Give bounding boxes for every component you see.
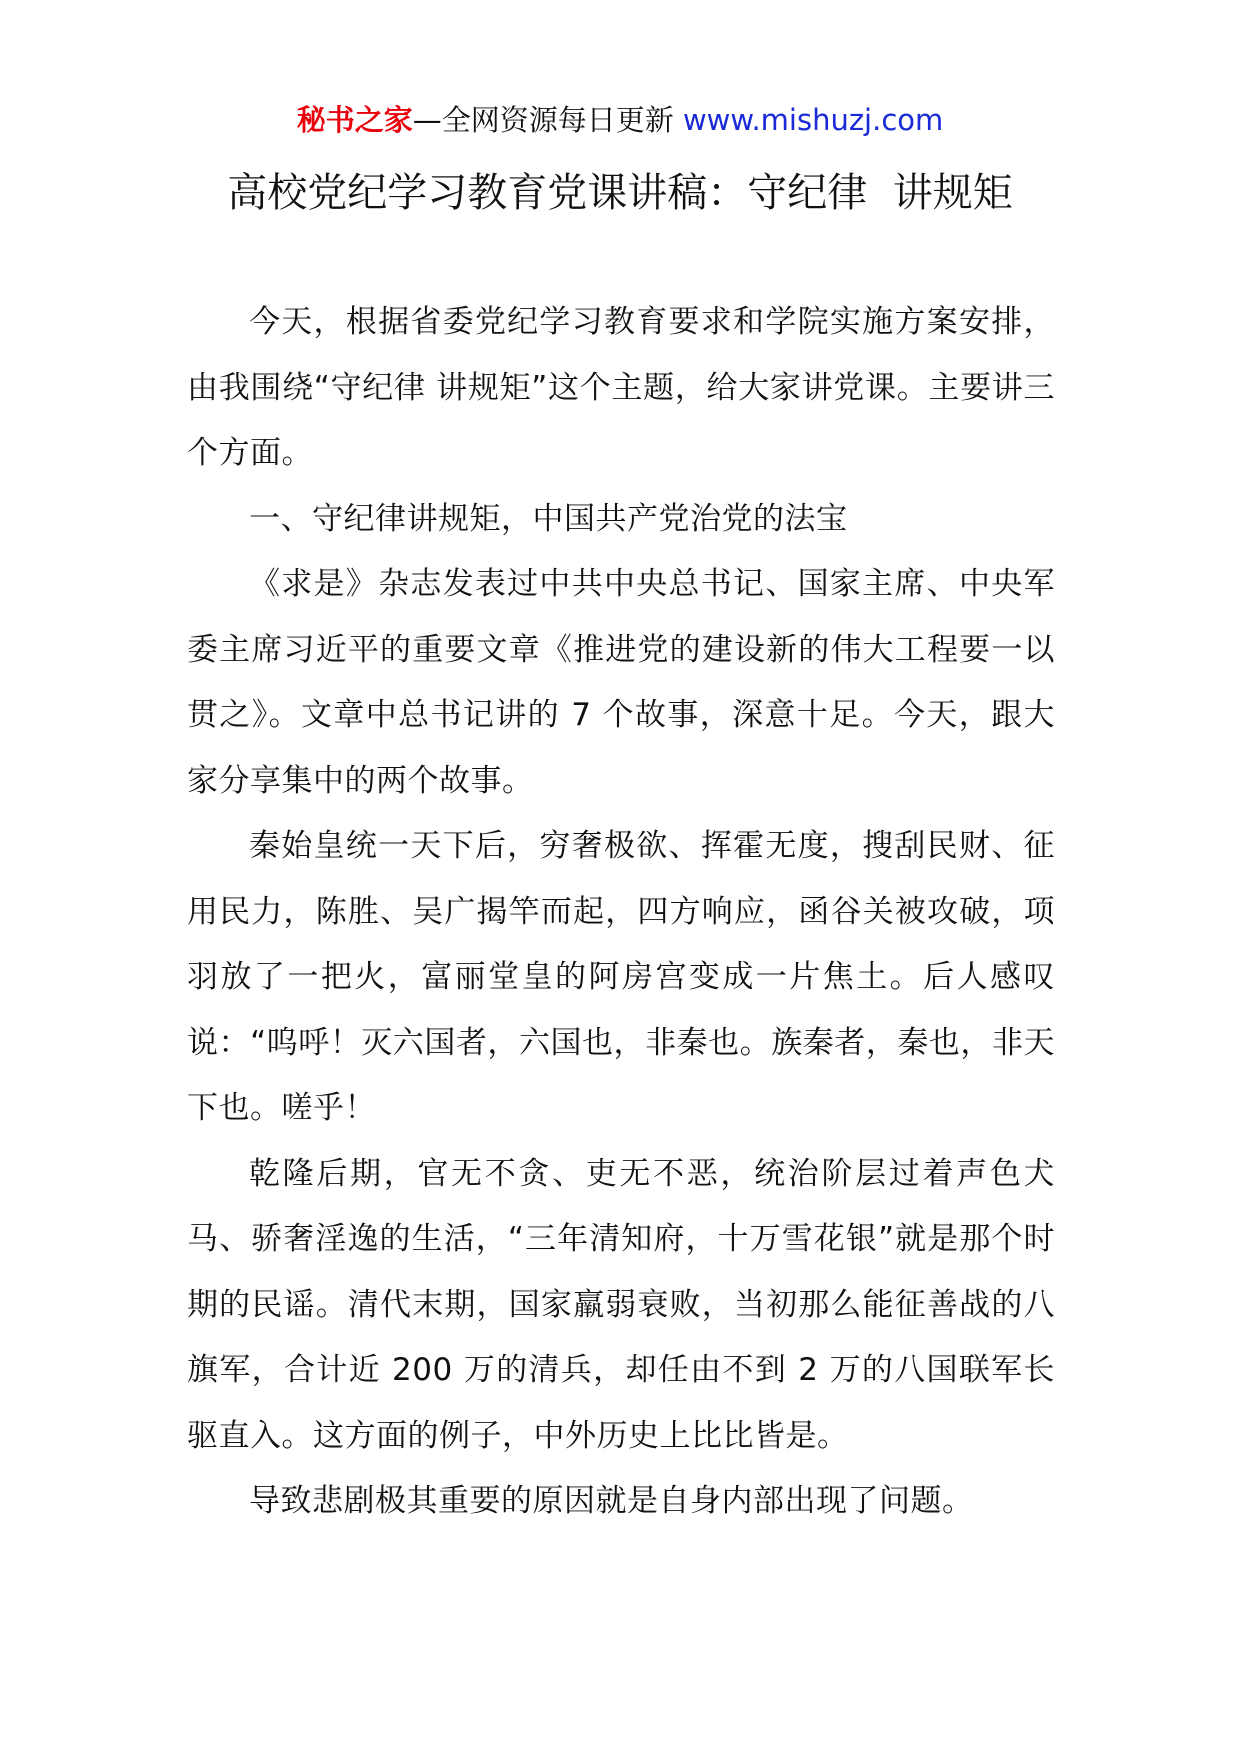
paragraph: 《求是》杂志发表过中共中央总书记、国家主席、中央军委主席习近平的重要文章《推进党的建设新的伟大工程要一以贯之》。文章中总书记讲的 7 个故事，深意十足。今天，跟大家分享集中的两个故事。 <box>187 566 1055 799</box>
brand-name: 秘书之家 <box>296 103 413 137</box>
paragraph: 乾隆后期，官无不贪、吏无不恶，统治阶层过着声色犬马、骄奢淫逸的生活，“三年清知府，十万雪花银”就是那个时期的民谣。清代末期，国家羸弱衰败，当初那么能征善战的八旗军，合计近 200 万的清兵，却任由不到 2 万的八国联军长驱直入。这方面的例子，中外历史上比比皆是。 <box>187 1155 1055 1454</box>
site-url-link[interactable]: www.mishuzj.com <box>682 103 944 137</box>
document-body <box>187 290 1055 1535</box>
paragraph: 秦始皇统一天下后，穷奢极欲、挥霍无度，搜刮民财、征用民力，陈胜、吴广揭竿而起，四方响应，函谷关被攻破，项羽放了一把火，富丽堂皇的阿房宫变成一片焦土。后人感叹说：“呜呼！灭六国者，六国也，非秦也。族秦者，秦也，非天下也。嗟乎！ <box>187 828 1055 1126</box>
document-title: 高校党纪学习教育党课讲稿：守纪律 讲规矩 <box>227 170 1013 216</box>
section-heading: 一、守纪律讲规矩，中国共产党治党的法宝 <box>249 500 848 537</box>
paragraph: 导致悲剧极其重要的原因就是自身内部出现了问题。 <box>249 1483 974 1519</box>
site-header <box>0 100 1240 140</box>
header-tagline: —全网资源每日更新 <box>412 103 683 137</box>
paragraph: 今天，根据省委党纪学习教育要求和学院实施方案安排，由我围绕“守纪律 讲规矩”这个主题，给大家讲党课。主要讲三个方面。 <box>187 304 1055 471</box>
